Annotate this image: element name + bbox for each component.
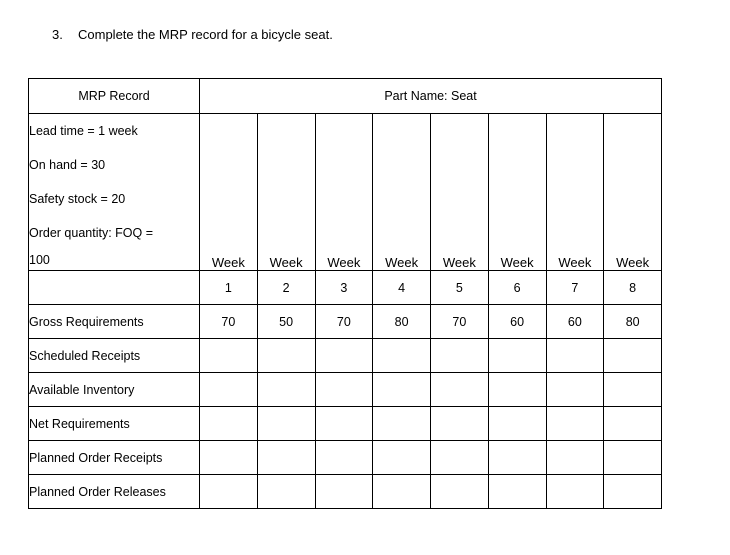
planned-order-releases-label: Planned Order Releases	[29, 475, 200, 509]
week-number-label-cell	[29, 271, 200, 305]
planned-order-releases-week-7-cell[interactable]	[546, 475, 604, 509]
scheduled-receipts-week-5-cell[interactable]	[431, 339, 489, 373]
week-number-5: 5	[431, 271, 489, 305]
net-requirements-week-1-cell[interactable]	[200, 407, 258, 441]
available-inventory-week-6-cell[interactable]	[488, 373, 546, 407]
scheduled-receipts-week-3-cell[interactable]	[315, 339, 373, 373]
planned-order-releases-week-3-cell[interactable]	[315, 475, 373, 509]
planned-order-receipts-week-3-cell[interactable]	[315, 441, 373, 475]
gross-requirements-week-2-cell: 50	[257, 305, 315, 339]
planned-order-receipts-week-4-cell[interactable]	[373, 441, 431, 475]
planned-order-receipts-week-2-cell[interactable]	[257, 441, 315, 475]
planned-order-receipts-week-6-cell[interactable]	[488, 441, 546, 475]
available-inventory-week-1-cell[interactable]	[200, 373, 258, 407]
planned-order-releases-week-4-cell[interactable]	[373, 475, 431, 509]
net-requirements-week-8-cell[interactable]	[604, 407, 662, 441]
question-number: 3.	[52, 27, 63, 42]
week-number-3: 3	[315, 271, 373, 305]
week-number-6: 6	[488, 271, 546, 305]
planned-order-receipts-week-5-cell[interactable]	[431, 441, 489, 475]
net-requirements-label: Net Requirements	[29, 407, 200, 441]
week-label-4: Week	[373, 114, 431, 271]
scheduled-receipts-week-4-cell[interactable]	[373, 339, 431, 373]
gross-requirements-label: Gross Requirements	[29, 305, 200, 339]
question-text: Complete the MRP record for a bicycle seat.	[78, 27, 333, 42]
planned-order-releases-week-2-cell[interactable]	[257, 475, 315, 509]
gross-requirements-week-5-cell: 70	[431, 305, 489, 339]
scheduled-receipts-row	[29, 339, 662, 373]
planned-order-releases-week-8-cell[interactable]	[604, 475, 662, 509]
available-inventory-row	[29, 373, 662, 407]
week-label-5: Week	[431, 114, 489, 271]
week-label-1: Week	[200, 114, 258, 271]
available-inventory-week-7-cell[interactable]	[546, 373, 604, 407]
scheduled-receipts-week-1-cell[interactable]	[200, 339, 258, 373]
gross-requirements-week-7-cell: 60	[546, 305, 604, 339]
week-number-1: 1	[200, 271, 258, 305]
part-name-header: Part Name: Seat	[200, 79, 662, 114]
order-quantity-text: Order quantity: FOQ =	[29, 226, 154, 240]
mrp-record-header: MRP Record	[29, 79, 200, 114]
planned-order-receipts-row	[29, 441, 662, 475]
gross-requirements-week-4-cell: 80	[373, 305, 431, 339]
week-number-4: 4	[373, 271, 431, 305]
question	[52, 27, 333, 42]
week-number-7: 7	[546, 271, 604, 305]
scheduled-receipts-label: Scheduled Receipts	[29, 339, 200, 373]
scheduled-receipts-week-8-cell[interactable]	[604, 339, 662, 373]
safety-stock-text: Safety stock = 20	[29, 192, 126, 206]
order-quantity-value: 100	[29, 253, 50, 267]
parameters-cell	[29, 114, 200, 271]
net-requirements-week-3-cell[interactable]	[315, 407, 373, 441]
net-requirements-week-4-cell[interactable]	[373, 407, 431, 441]
week-label-2: Week	[257, 114, 315, 271]
net-requirements-week-6-cell[interactable]	[488, 407, 546, 441]
available-inventory-week-5-cell[interactable]	[431, 373, 489, 407]
gross-requirements-week-3-cell: 70	[315, 305, 373, 339]
planned-order-receipts-week-1-cell[interactable]	[200, 441, 258, 475]
net-requirements-week-2-cell[interactable]	[257, 407, 315, 441]
gross-requirements-week-6-cell: 60	[488, 305, 546, 339]
net-requirements-row	[29, 407, 662, 441]
net-requirements-week-7-cell[interactable]	[546, 407, 604, 441]
gross-requirements-row	[29, 305, 662, 339]
net-requirements-week-5-cell[interactable]	[431, 407, 489, 441]
gross-requirements-week-8-cell: 80	[604, 305, 662, 339]
week-number-row	[29, 271, 662, 305]
week-number-8: 8	[604, 271, 662, 305]
planned-order-releases-row	[29, 475, 662, 509]
planned-order-receipts-week-8-cell[interactable]	[604, 441, 662, 475]
planned-order-releases-week-1-cell[interactable]	[200, 475, 258, 509]
planned-order-releases-week-5-cell[interactable]	[431, 475, 489, 509]
available-inventory-label: Available Inventory	[29, 373, 200, 407]
planned-order-receipts-label: Planned Order Receipts	[29, 441, 200, 475]
gross-requirements-week-1-cell: 70	[200, 305, 258, 339]
available-inventory-week-2-cell[interactable]	[257, 373, 315, 407]
week-label-8: Week	[604, 114, 662, 271]
info-row	[29, 114, 662, 271]
week-label-6: Week	[488, 114, 546, 271]
lead-time-text: Lead time = 1 week	[29, 124, 138, 138]
week-label-7: Week	[546, 114, 604, 271]
week-label-3: Week	[315, 114, 373, 271]
scheduled-receipts-week-6-cell[interactable]	[488, 339, 546, 373]
header-row	[29, 79, 662, 114]
on-hand-text: On hand = 30	[29, 158, 106, 172]
available-inventory-week-8-cell[interactable]	[604, 373, 662, 407]
planned-order-receipts-week-7-cell[interactable]	[546, 441, 604, 475]
mrp-table	[28, 78, 662, 509]
week-number-2: 2	[257, 271, 315, 305]
scheduled-receipts-week-7-cell[interactable]	[546, 339, 604, 373]
scheduled-receipts-week-2-cell[interactable]	[257, 339, 315, 373]
available-inventory-week-3-cell[interactable]	[315, 373, 373, 407]
available-inventory-week-4-cell[interactable]	[373, 373, 431, 407]
planned-order-releases-week-6-cell[interactable]	[488, 475, 546, 509]
